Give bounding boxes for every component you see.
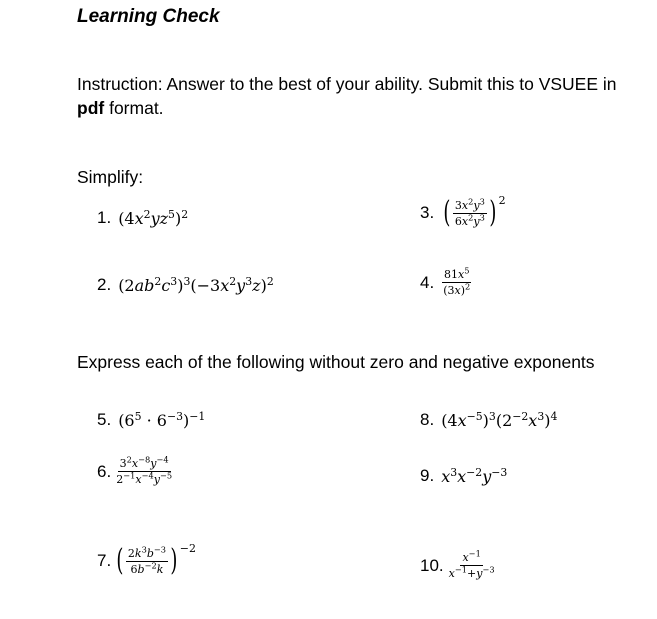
problem-9 (420, 466, 507, 486)
pdf-emphasis: pdf (77, 98, 105, 118)
problem-2 (97, 275, 274, 295)
problem-expression: $\frac{3^2x^{-8}y^{-4}}{2^{-1}x^{-4}y^{-5}}$ (116, 454, 173, 486)
problem-7: 7. ( $\frac{2k^3b^{-3}}{6b^{-2}k}$ ) −2 (97, 542, 196, 578)
problem-number: 5. (97, 410, 112, 429)
problem-number: 1. (97, 208, 112, 227)
problem-expression: $(4x^{-5})^3(2^{-2}x^3)^4$ (441, 409, 558, 430)
problem-number: 10. (420, 555, 444, 575)
problem-4 (420, 265, 472, 297)
problem-number: 4. (420, 272, 435, 292)
problem-number: 2. (97, 275, 112, 294)
page-title: Learning Check (77, 6, 220, 27)
problem-3: 3. ( $\frac{3x^2y^3}{6x^2y^3}$ ) 2 (420, 194, 506, 230)
problem-10 (420, 548, 497, 580)
problem-expression: $(4x^2yz^5)^2$ (118, 207, 189, 228)
problem-expression: $\frac{3x^2y^3}{6x^2y^3}$ (454, 195, 485, 228)
problem-6 (97, 454, 174, 486)
problem-8 (420, 410, 557, 430)
problem-expression: $(2ab^2c^3)^3(-3x^2y^3z)^2$ (118, 274, 274, 295)
problem-number: 9. (420, 466, 435, 485)
express-heading: Express each of the following without zero and negative exponents (77, 352, 595, 372)
simplify-heading: Simplify: (77, 167, 144, 187)
problem-number: 3. (420, 203, 435, 222)
problem-5 (97, 410, 205, 430)
problem-number: 7. (97, 551, 112, 570)
problem-expression: $(6^5 \cdot 6^{-3})^{-1}$ (118, 409, 206, 430)
problem-expression: $x^3x^{-2}y^{-3}$ (441, 465, 508, 486)
problem-expression: $\frac{2k^3b^{-3}}{6b^{-2}k}$ (127, 543, 167, 576)
problem-number: 8. (420, 410, 435, 429)
problem-expression: $\frac{x^{-1}}{x^{-1}+y^{-3}}$ (448, 548, 495, 580)
problem-number: 6. (97, 461, 112, 481)
instruction-text: Instruction: Answer to the best of your ability. Submit this to VSUEE in pdf format. (77, 74, 617, 118)
problem-1 (97, 208, 188, 228)
problem-expression: $\frac{81x^5}{(3x)^2}$ (443, 265, 471, 297)
